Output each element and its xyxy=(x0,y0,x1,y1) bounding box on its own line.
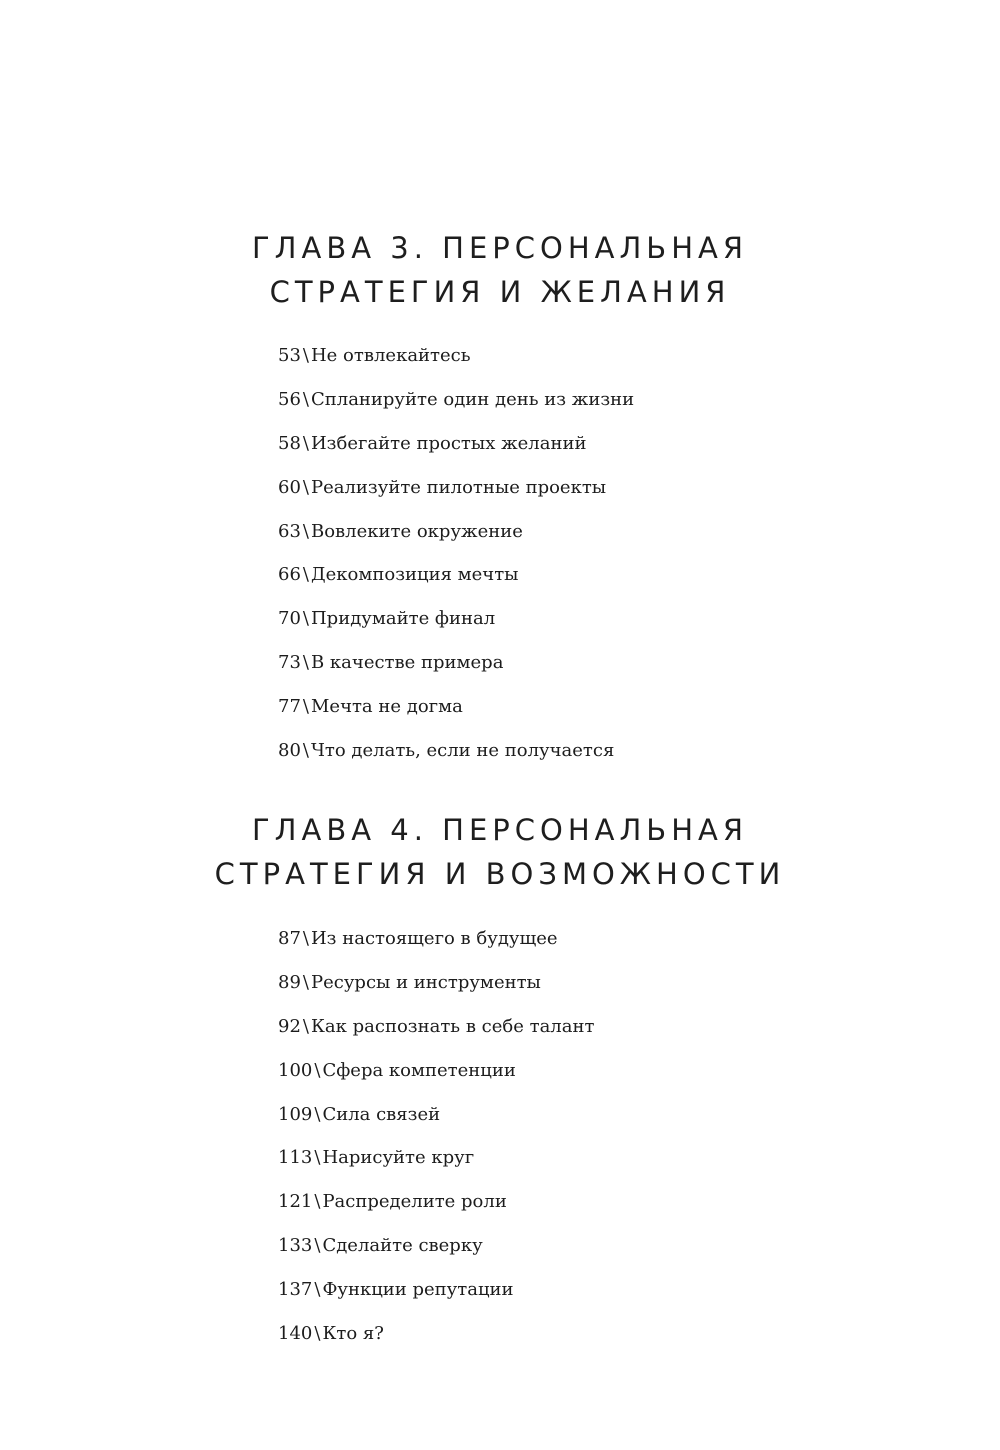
toc-page-number: 80 xyxy=(278,740,301,762)
toc-entry-title: Распределите роли xyxy=(322,1191,507,1213)
toc-entry-title: Функции репутации xyxy=(322,1279,514,1301)
chapter-heading-line: СТРАТЕГИЯ И ВОЗМОЖНОСТИ xyxy=(214,857,786,891)
toc-entry-title: Нарисуйте круг xyxy=(322,1147,475,1169)
toc-entry[interactable] xyxy=(278,741,634,785)
toc-entry[interactable] xyxy=(278,1105,594,1149)
toc-entry[interactable] xyxy=(278,1017,594,1061)
toc-entry-title: Сделайте сверку xyxy=(322,1235,483,1257)
toc-entry-title: Сфера компетенции xyxy=(322,1059,516,1081)
toc-entry[interactable] xyxy=(278,1236,594,1280)
toc-separator: \ xyxy=(314,1059,321,1081)
toc-page-number: 137 xyxy=(278,1279,313,1301)
toc-entry[interactable] xyxy=(278,565,634,609)
toc-entry-title: Придумайте финал xyxy=(310,608,496,630)
toc-separator: \ xyxy=(302,476,309,498)
toc-separator: \ xyxy=(302,345,309,366)
toc-page-number: 140 xyxy=(278,1323,313,1345)
toc-separator: \ xyxy=(302,608,309,630)
toc-entry-title: Из настоящего в будущее xyxy=(310,928,558,949)
toc-separator: \ xyxy=(302,971,309,993)
toc-page-number: 89 xyxy=(278,971,301,993)
toc-page-number: 58 xyxy=(278,432,301,454)
chapter-3-heading xyxy=(0,226,1000,314)
toc-page-number: 92 xyxy=(278,1015,301,1037)
toc-separator: \ xyxy=(314,1103,321,1125)
toc-separator: \ xyxy=(302,928,309,949)
toc-entry[interactable] xyxy=(278,697,634,741)
toc-entry-title: Как распознать в себе талант xyxy=(310,1015,595,1037)
toc-page-number: 63 xyxy=(278,520,301,542)
toc-entry-title: Что делать, если не получается xyxy=(310,740,615,762)
toc-entry[interactable] xyxy=(278,1324,594,1368)
toc-separator: \ xyxy=(302,1015,309,1037)
toc-page-number: 77 xyxy=(278,696,301,718)
toc-entry-title: Избегайте простых желаний xyxy=(310,432,587,454)
toc-page-number: 56 xyxy=(278,388,301,410)
toc-separator: \ xyxy=(314,1279,321,1301)
toc-page-number: 121 xyxy=(278,1191,313,1213)
chapter-3-toc-list xyxy=(278,346,634,785)
toc-separator: \ xyxy=(314,1323,321,1345)
toc-entry-title: Декомпозиция мечты xyxy=(310,564,519,586)
toc-page-number: 133 xyxy=(278,1235,313,1257)
toc-entry-title: Ресурсы и инструменты xyxy=(310,971,541,993)
toc-page-number: 87 xyxy=(278,928,301,949)
toc-entry-title: Реализуйте пилотные проекты xyxy=(310,476,607,498)
toc-page-number: 66 xyxy=(278,564,301,586)
toc-entry-title: Не отвлекайтесь xyxy=(310,345,471,366)
toc-separator: \ xyxy=(314,1147,321,1169)
toc-page-number: 100 xyxy=(278,1059,313,1081)
toc-entry[interactable] xyxy=(278,434,634,478)
toc-entry-title: Сила связей xyxy=(322,1103,441,1125)
toc-page-number: 73 xyxy=(278,652,301,674)
toc-entry[interactable] xyxy=(278,1192,594,1236)
toc-page-number: 70 xyxy=(278,608,301,630)
toc-separator: \ xyxy=(302,388,309,410)
toc-separator: \ xyxy=(314,1191,321,1213)
toc-page-number: 109 xyxy=(278,1103,313,1125)
toc-entry[interactable] xyxy=(278,478,634,522)
toc-entry[interactable] xyxy=(278,1148,594,1192)
toc-entry-title: Вовлеките окружение xyxy=(310,520,523,542)
chapter-heading-line: ГЛАВА 3. ПЕРСОНАЛЬНАЯ xyxy=(251,231,748,265)
toc-entry[interactable] xyxy=(278,390,634,434)
toc-entry[interactable] xyxy=(278,929,594,973)
chapter-heading-line: ГЛАВА 4. ПЕРСОНАЛЬНАЯ xyxy=(251,813,748,847)
toc-separator: \ xyxy=(302,432,309,454)
toc-separator: \ xyxy=(302,696,309,718)
toc-separator: \ xyxy=(314,1235,321,1257)
toc-page-number: 60 xyxy=(278,476,301,498)
toc-separator: \ xyxy=(302,520,309,542)
chapter-4-toc-list xyxy=(278,929,594,1368)
toc-entry[interactable] xyxy=(278,973,594,1017)
toc-entry[interactable] xyxy=(278,1280,594,1324)
toc-entry-title: Мечта не догма xyxy=(310,696,463,718)
chapter-4-heading xyxy=(0,808,1000,896)
toc-entry[interactable] xyxy=(278,1061,594,1105)
toc-entry[interactable] xyxy=(278,346,634,390)
toc-page-number: 113 xyxy=(278,1147,313,1169)
toc-entry[interactable] xyxy=(278,653,634,697)
toc-page-number: 53 xyxy=(278,345,301,366)
toc-separator: \ xyxy=(302,564,309,586)
toc-entry[interactable] xyxy=(278,609,634,653)
toc-entry-title: Кто я? xyxy=(322,1323,384,1345)
toc-separator: \ xyxy=(302,652,309,674)
toc-entry[interactable] xyxy=(278,522,634,566)
toc-separator: \ xyxy=(302,740,309,762)
toc-entry-title: Спланируйте один день из жизни xyxy=(310,388,635,410)
toc-entry-title: В качестве примера xyxy=(310,652,504,674)
chapter-heading-line: СТРАТЕГИЯ И ЖЕЛАНИЯ xyxy=(269,275,731,309)
